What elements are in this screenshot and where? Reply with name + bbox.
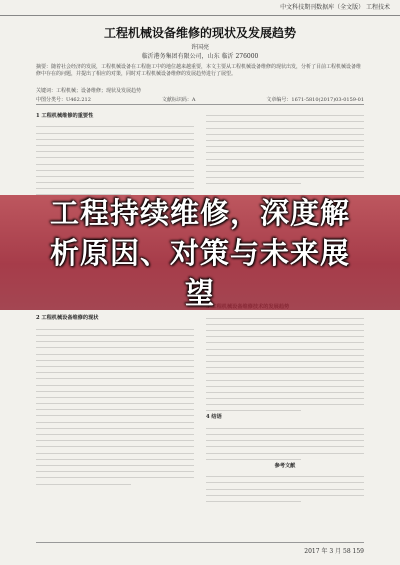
section-heading: 参考文献 — [274, 462, 296, 469]
text-lines — [36, 324, 194, 485]
text-lines — [206, 423, 364, 460]
banner-line-2: 析原因、对策与未来展 — [49, 235, 350, 270]
section-heading: 2 工程机械设备维修的现状 — [36, 315, 99, 322]
page-footer: 2017 年 3 月 58 159 — [304, 548, 364, 555]
article-meta-row — [36, 96, 364, 103]
text-line — [206, 496, 301, 502]
article-author: 许国亮 — [190, 44, 209, 51]
body-column-left — [36, 110, 194, 525]
article-keywords: 关键词：工程机械；设备维修；现状及发展趋势 — [36, 88, 142, 94]
banner-line-1: 工程持续维修，深度解 — [49, 195, 350, 230]
body-column-right — [206, 110, 364, 525]
document-code: 文献标识码：A — [161, 97, 196, 103]
text-lines — [36, 121, 194, 195]
overlay-banner — [0, 195, 400, 310]
section-heading: 4 结语 — [206, 414, 222, 421]
article-affiliation: 临沂港务集团有限公司，山东 临沂 276000 — [141, 53, 259, 60]
article-title: 工程机械设备维修的现状及发展趋势 — [103, 26, 296, 40]
text-lines — [206, 312, 364, 411]
banner-line-3: 望 — [184, 275, 215, 310]
text-lines — [206, 471, 364, 502]
running-header: 中文科技期刊数据库（全文版） 工程技术 — [0, 0, 400, 16]
text-line — [206, 178, 301, 184]
text-line — [206, 405, 301, 411]
article-id: 文章编号：1671-5810(2017)03-0159-01 — [266, 97, 364, 103]
footer-divider — [36, 542, 364, 543]
classification-number: 中图分类号：U462.212 — [36, 97, 91, 103]
section-heading: 1 工程机械维修的重要性 — [36, 113, 94, 119]
text-line — [36, 478, 131, 484]
text-lines — [206, 110, 364, 184]
text-line — [206, 454, 301, 460]
article-abstract: 摘要：随着社会经济的发展，工程机械设备在工程施工中的地位越来越重要，本文主要从工程机械设备维修的现状出发，分析了目前工程机械设备维修中存在的问题，并提出了相应的对策，同时对工程机械设备维修的发展趋势进行了展望。 — [36, 64, 362, 77]
divider — [36, 104, 364, 105]
